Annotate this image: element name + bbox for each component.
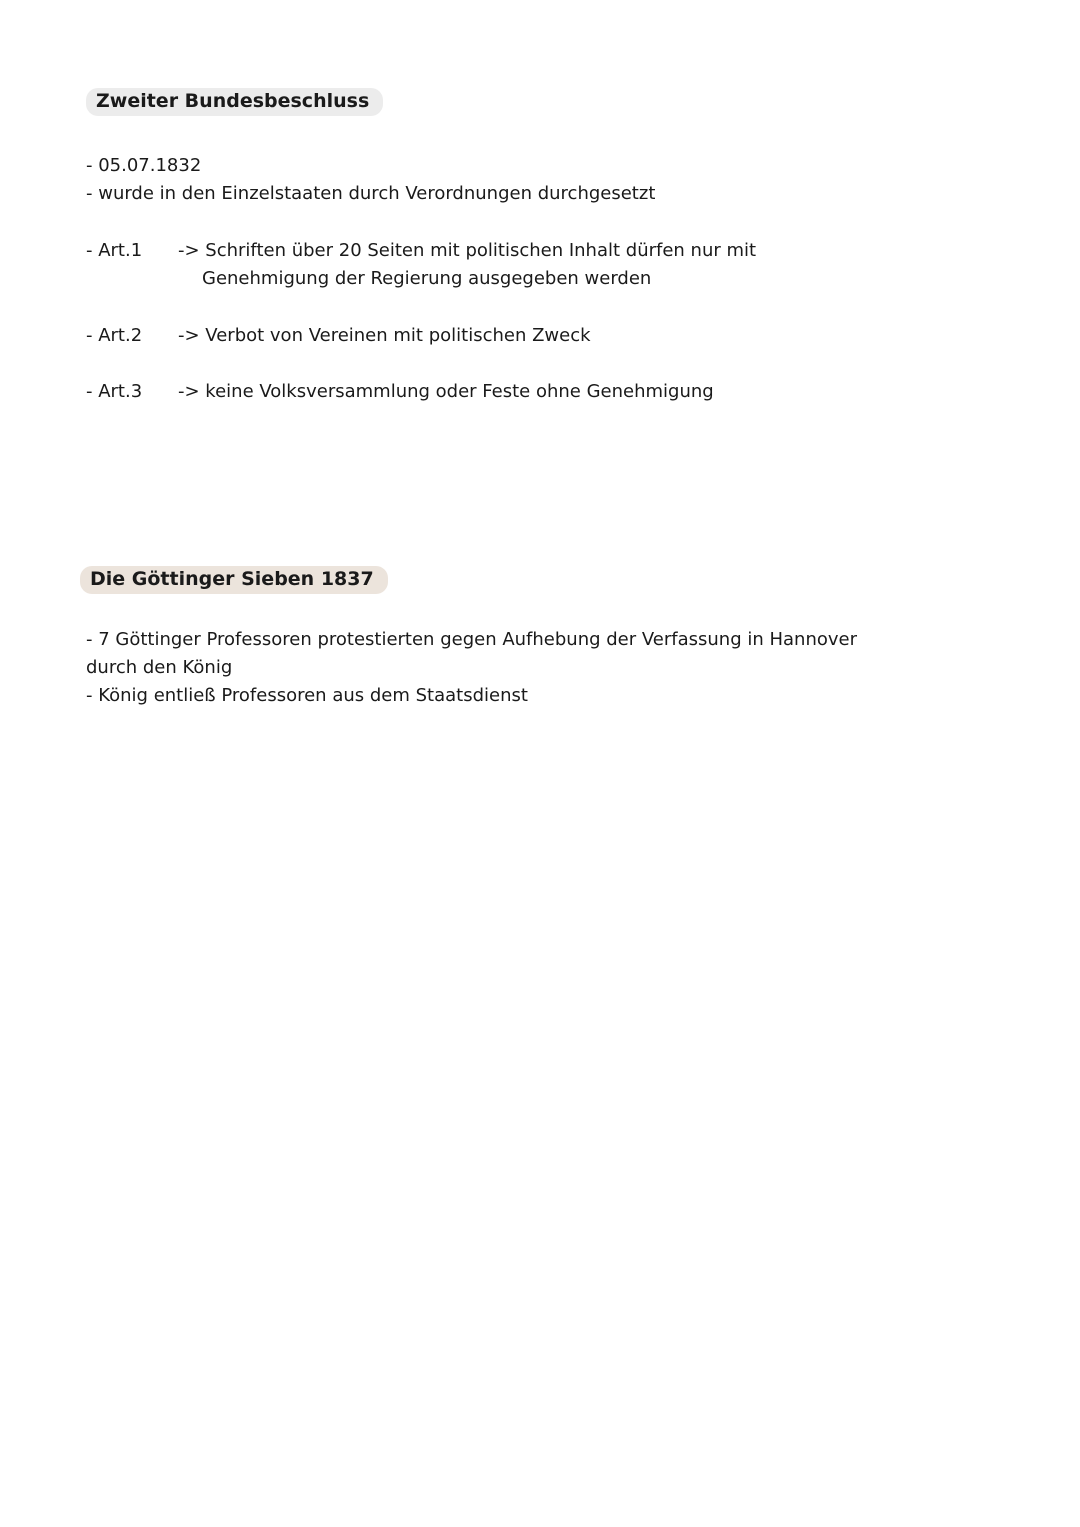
article-1-label: - Art.1 xyxy=(86,240,143,261)
section-title-goettinger-sieben: Die Göttinger Sieben 1837 xyxy=(80,566,388,594)
article-1-text-line-2: Genehmigung der Regierung ausgegeben werden xyxy=(202,268,652,289)
bullet-date: - 05.07.1832 xyxy=(86,155,202,176)
article-2-label: - Art.2 xyxy=(86,325,143,346)
goettingen-line-2: durch den König xyxy=(86,657,233,678)
article-1-text-line-1: -> Schriften über 20 Seiten mit politischen Inhalt dürfen nur mit xyxy=(178,240,757,261)
article-3-text: -> keine Volksversammlung oder Feste ohne Genehmigung xyxy=(178,381,714,402)
goettingen-line-1: - 7 Göttinger Professoren protestierten gegen Aufhebung der Verfassung in Hannover xyxy=(86,629,858,650)
section-title-zweiter-bundesbeschluss: Zweiter Bundesbeschluss xyxy=(86,88,383,116)
bullet-enforcement: - wurde in den Einzelstaaten durch Verordnungen durchgesetzt xyxy=(86,183,656,204)
article-2-text: -> Verbot von Vereinen mit politischen Zweck xyxy=(178,325,591,346)
article-3-label: - Art.3 xyxy=(86,381,143,402)
goettingen-line-3: - König entließ Professoren aus dem Staatsdienst xyxy=(86,685,528,706)
